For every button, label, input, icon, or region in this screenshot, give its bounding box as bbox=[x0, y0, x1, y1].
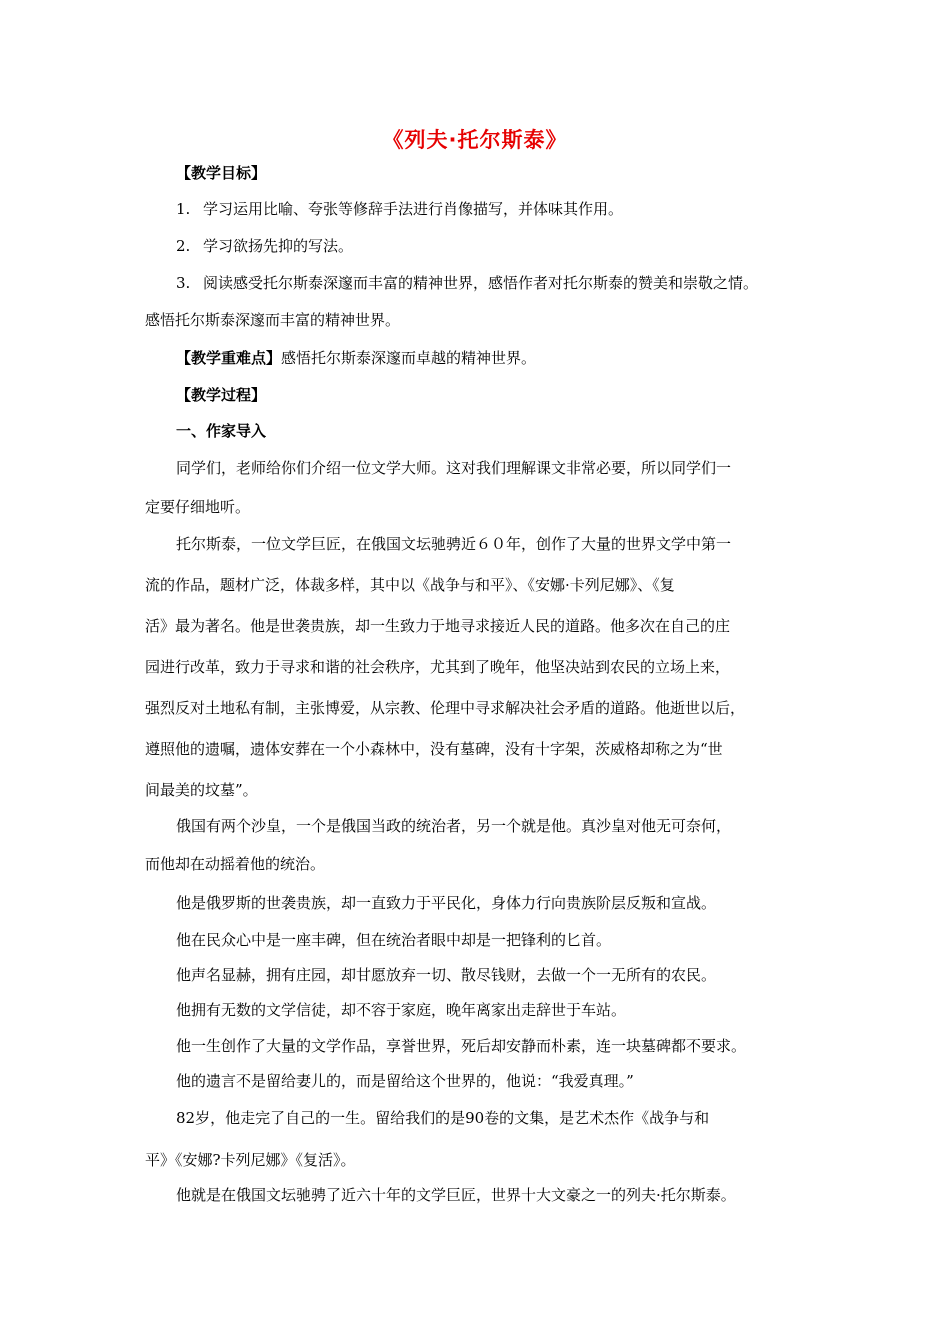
paragraph-line: 他声名显赫，拥有庄园，却甘愿放弃一切、散尽钱财，去做一个一无所有的农民。 bbox=[176, 966, 717, 984]
objective-item bbox=[176, 273, 758, 293]
paragraph-line: 他拥有无数的文学信徒，却不容于家庭，晚年离家出走辞世于车站。 bbox=[176, 1001, 627, 1019]
objective-text: 学习欲扬先抑的写法。 bbox=[203, 237, 354, 255]
paragraph-line: 园进行改革，致力于寻求和谐的社会秩序，尤其到了晚年，他坚决站到农民的立场上来， bbox=[145, 658, 731, 676]
paragraph-line: 他是俄罗斯的世袭贵族，却一直致力于平民化，身体力行向贵族阶层反叛和宣战。 bbox=[176, 894, 717, 912]
objective-text: 阅读感受托尔斯泰深邃而丰富的精神世界，感悟作者对托尔斯泰的赞美和崇敬之情。 bbox=[203, 274, 759, 292]
paragraph-line: 俄国有两个沙皇，一个是俄国当政的统治者，另一个就是他。真沙皇对他无可奈何， bbox=[176, 817, 732, 835]
paragraph-line: 间最美的坟墓”。 bbox=[145, 781, 258, 799]
objective-number: 3. bbox=[176, 274, 191, 292]
paragraph-line: 平》《安娜?卡列尼娜》《复活》。 bbox=[145, 1151, 356, 1169]
objectives-heading: 【教学目标】 bbox=[176, 164, 267, 182]
paragraph-line: 他的遗言不是留给妻儿的，而是留给这个世界的，他说：“我爱真理。” bbox=[176, 1072, 634, 1090]
objective-number: 2. bbox=[176, 237, 191, 255]
paragraph-line: 托尔斯泰，一位文学巨匠，在俄国文坛驰骋近６０年，创作了大量的世界文学中第一 bbox=[176, 535, 732, 553]
section-heading: 一、作家导入 bbox=[176, 422, 267, 440]
objective-item bbox=[176, 199, 623, 219]
paragraph-line: 而他却在动摇着他的统治。 bbox=[145, 855, 326, 873]
objective-continuation: 感悟托尔斯泰深邃而丰富的精神世界。 bbox=[145, 311, 401, 329]
paragraph-line: 强烈反对土地私有制，主张博爱，从宗教、伦理中寻求解决社会矛盾的道路。他逝世以后， bbox=[145, 699, 746, 717]
objective-text: 学习运用比喻、夸张等修辞手法进行肖像描写，并体味其作用。 bbox=[203, 200, 624, 218]
paragraph-line: 他在民众心中是一座丰碑，但在统治者眼中却是一把锋利的匕首。 bbox=[176, 931, 612, 949]
process-heading: 【教学过程】 bbox=[176, 386, 267, 404]
page-title: 《列夫·托尔斯泰》 bbox=[382, 128, 568, 152]
objective-number: 1. bbox=[176, 200, 191, 218]
key-points-heading: 【教学重难点】 bbox=[176, 349, 282, 367]
paragraph-line: 他一生创作了大量的文学作品，享誉世界，死后却安静而朴素，连一块墓碑都不要求。 bbox=[176, 1037, 747, 1055]
paragraph-line: 他就是在俄国文坛驰骋了近六十年的文学巨匠，世界十大文豪之一的列夫·托尔斯泰。 bbox=[176, 1186, 736, 1204]
key-points-text: 感悟托尔斯泰深邃而卓越的精神世界。 bbox=[281, 349, 537, 367]
objective-item bbox=[176, 236, 353, 256]
paragraph-line: 定要仔细地听。 bbox=[145, 498, 251, 516]
key-points-line bbox=[176, 348, 536, 368]
paragraph-line: 同学们，老师给你们介绍一位文学大师。这对我们理解课文非常必要，所以同学们一 bbox=[176, 459, 732, 477]
paragraph-line: 流的作品，题材广泛，体裁多样，其中以《战争与和平》、《安娜·卡列尼娜》、《复 bbox=[145, 576, 675, 594]
paragraph-line: 活》最为著名。他是世袭贵族，却一生致力于地寻求接近人民的道路。他多次在自己的庄 bbox=[145, 617, 731, 635]
paragraph-line: 遵照他的遗嘱，遗体安葬在一个小森林中，没有墓碑，没有十字架，茨威格却称之为“世 bbox=[145, 740, 723, 758]
paragraph-line: 82岁，他走完了自己的一生。留给我们的是90卷的文集，是艺术杰作《战争与和 bbox=[176, 1109, 710, 1127]
